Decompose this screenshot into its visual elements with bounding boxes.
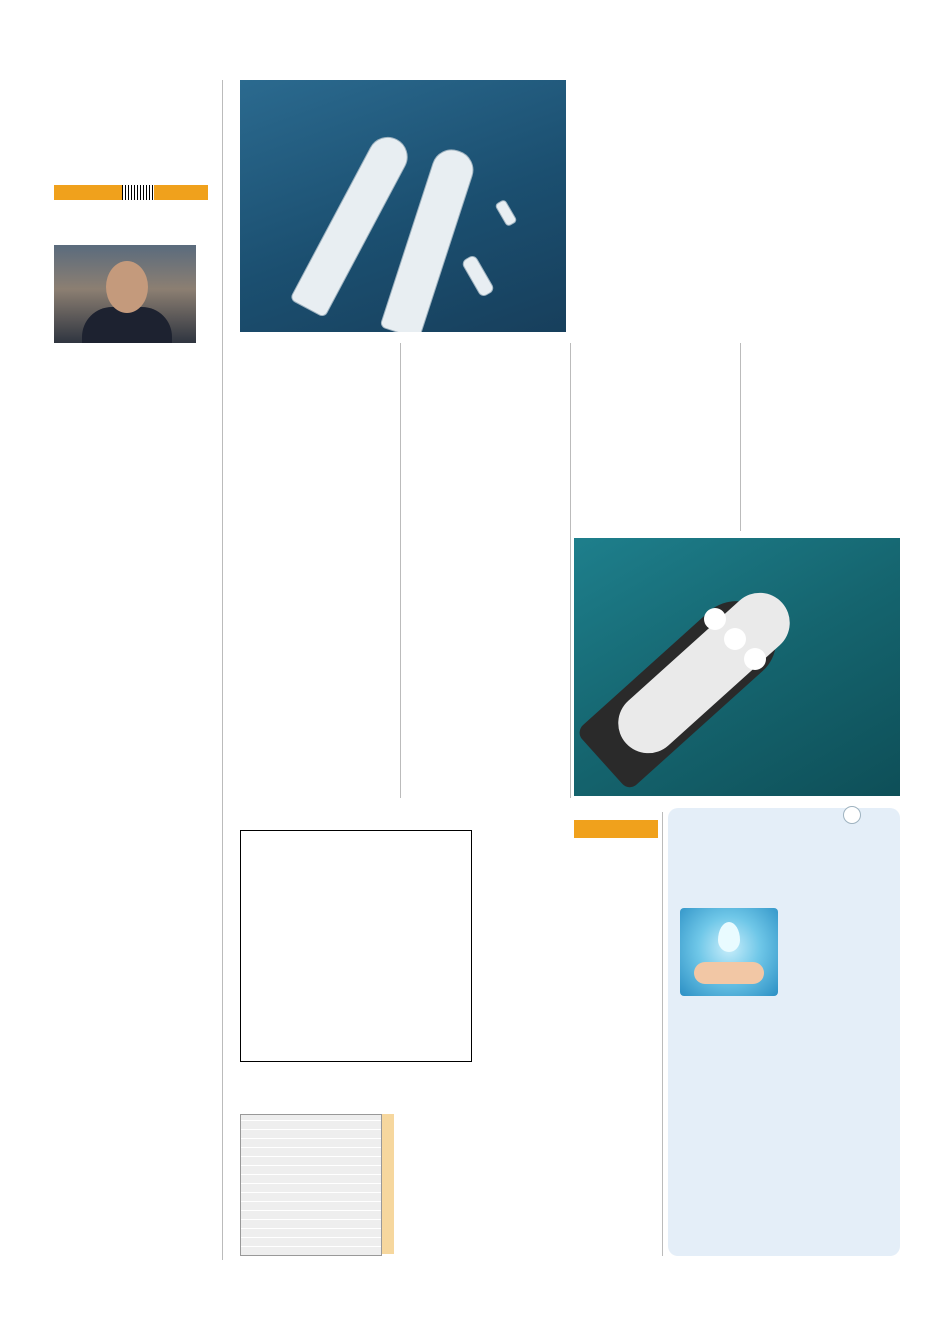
- crossword-grid[interactable]: [240, 830, 472, 1062]
- barcode-icon: [122, 185, 154, 200]
- previous-answer-title: [382, 1114, 394, 1254]
- left-article-body: [54, 352, 208, 1250]
- lng-tankers-photo: [240, 80, 566, 332]
- article-column-3: [404, 343, 566, 798]
- previous-answer-grid: [240, 1114, 382, 1256]
- crossword-column-numbers: [240, 816, 472, 830]
- water-drop-photo: [680, 908, 778, 996]
- crossword-label: [574, 820, 658, 838]
- column-divider: [662, 812, 663, 1256]
- column-divider: [400, 343, 401, 798]
- minister-portrait: [54, 245, 196, 343]
- water-article-body: [680, 1002, 892, 1250]
- column-divider: [570, 343, 571, 798]
- lng-carrier-photo: [574, 538, 900, 796]
- vertical-clues: [492, 848, 568, 1258]
- water-lead: [782, 910, 892, 998]
- article-column-2: [575, 342, 735, 527]
- quote-icon: [843, 806, 861, 824]
- column-divider: [740, 343, 741, 531]
- masthead-logo: [34, 40, 212, 120]
- crossword: [240, 816, 488, 1068]
- section-header: [40, 150, 208, 180]
- column-divider: [222, 80, 223, 1260]
- crossword-row-numbers: [474, 830, 488, 1062]
- horizontal-clues: [574, 848, 658, 1258]
- article-column-4: [240, 343, 396, 798]
- article-column-1: [745, 342, 899, 527]
